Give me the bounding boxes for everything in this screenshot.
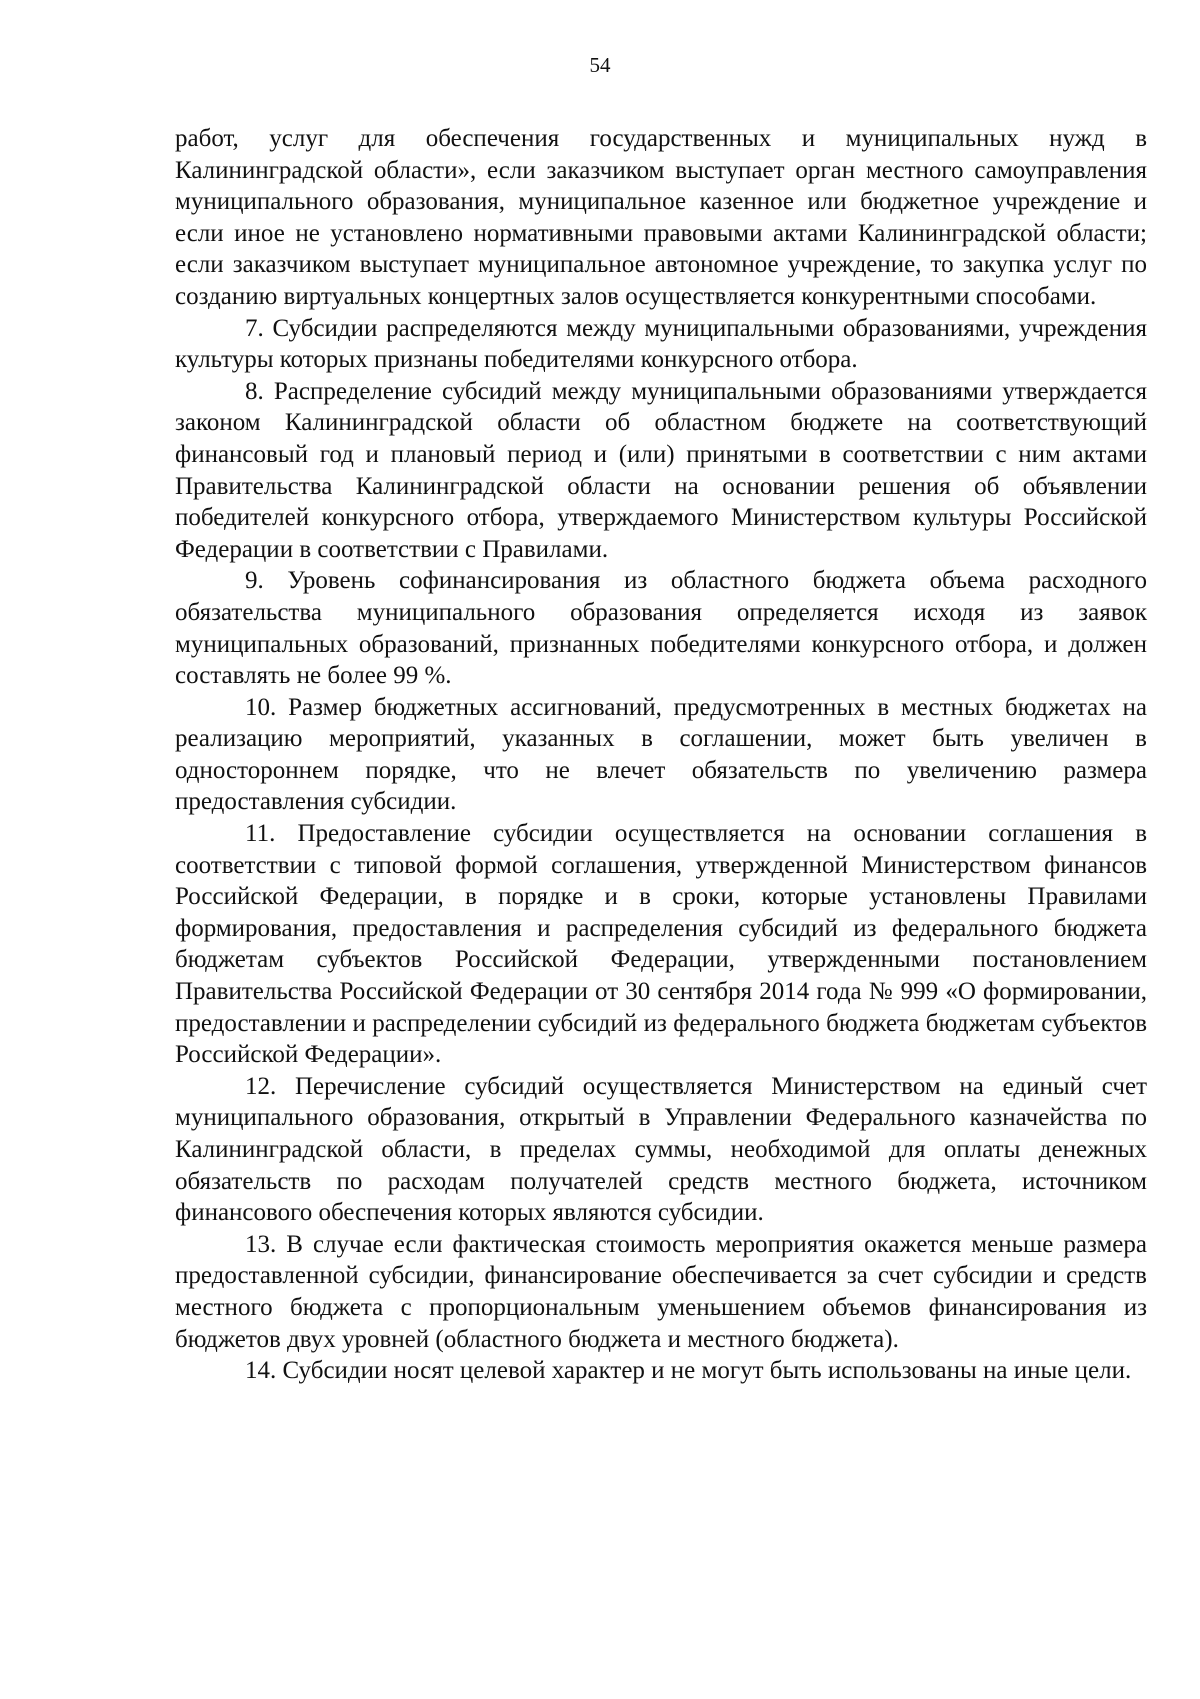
paragraph-10: 10. Размер бюджетных ассигнований, предусмотренных в местных бюджетах на реализацию мероприятий, указанных в соглашении, может быть увеличен в одностороннем порядке, что не влечет обязательств по увеличению размера предоставления субсидии. — [175, 693, 1147, 816]
paragraph-8: 8. Распределение субсидий между муниципальными образованиями утверждается законом Калининградской области об областном бюджете на соответствующий финансовый год и плановый период и (или) принятыми в соответствии с ним актами Правительства Калининградской области на основании решения об объявлении победителей конкурсного отбора, утверждаемого Министерством культуры Российской Федерации в соответствии с Правилами. — [175, 377, 1147, 563]
paragraph-7: 7. Субсидии распределяются между муниципальными образованиями, учреждения культуры которых признаны победителями конкурсного отбора. — [175, 314, 1147, 374]
paragraph-12: 12. Перечисление субсидий осуществляется Министерством на единый счет муниципального образования, открытый в Управлении Федерального казначейства по Калининградской области, в пределах суммы, необходимой для оплаты денежных обязательств по расходам получателей средств местного бюджета, источником финансового обеспечения которых являются субсидии. — [175, 1072, 1147, 1227]
paragraph-9: 9. Уровень софинансирования из областного бюджета объема расходного обязательства муниципального образования определяется исходя из заявок муниципальных образований, признанных победителями конкурсного отбора, и должен составлять не более 99 %. — [175, 567, 1147, 690]
paragraph-13: 13. В случае если фактическая стоимость мероприятия окажется меньше размера предоставленной субсидии, финансирование обеспечивается за счет субсидии и средств местного бюджета с пропорциональным уменьшением объемов финансирования из бюджетов двух уровней (областного бюджета и местного бюджета). — [175, 1230, 1147, 1353]
page-number: 54 — [589, 53, 611, 77]
paragraph-continuation: работ, услуг для обеспечения государственных и муниципальных нужд в Калининградской области», если заказчиком выступает орган местного самоуправления муниципального образования, муниципальное казенное или бюджетное учреждение и если иное не установлено нормативными правовыми актами Калининградской области; если заказчиком выступает муниципальное автономное учреждение, то закупка услуг по созданию виртуальных концертных залов осуществляется конкурентными способами. — [175, 125, 1147, 310]
paragraph-14: 14. Субсидии носят целевой характер и не могут быть использованы на иные цели. — [245, 1357, 1132, 1385]
paragraph-11: 11. Предоставление субсидии осуществляется на основании соглашения в соответствии с типовой формой соглашения, утвержденной Министерством финансов Российской Федерации, в порядке и в сроки, которые установлены Правилами формирования, предоставления и распределения субсидий из федерального бюджета бюджетам субъектов Российской Федерации, утвержденными постановлением Правительства Российской Федерации от 30 сентября 2014 года № 999 «О формировании, предоставлении и распределении субсидий из федерального бюджета бюджетам субъектов Российской Федерации». — [175, 820, 1147, 1069]
document-body — [175, 123, 1147, 1387]
